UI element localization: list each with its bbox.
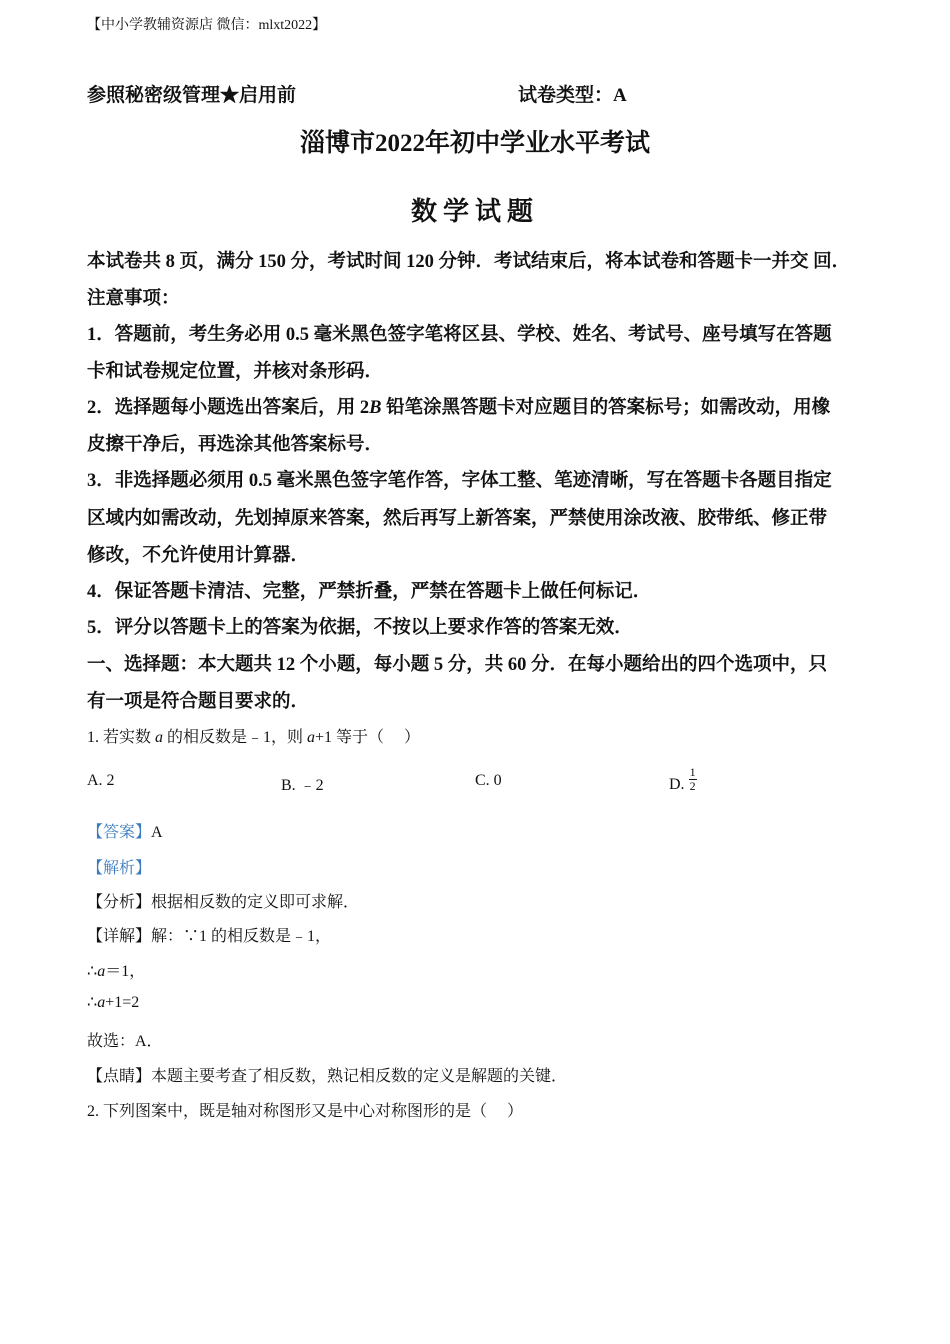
- fraction-denominator: 2: [689, 779, 696, 793]
- comment-text: 【点睛】本题主要考查了相反数，熟记相反数的定义是解题的关键．: [87, 1068, 568, 1085]
- detail-text: 【详解】解：∵1 的相反数是﹣1，: [87, 928, 332, 945]
- intro-text: 本试卷共 8 页，满分 150 分，考试时间 120 分钟．考试结束后，将本试卷和答题卡一并交 回．: [87, 252, 851, 272]
- section-1-line-1: 一、选择题：本大题共 12 个小题，每小题 5 分，共 60 分．在每小题给出的四个选项中，只: [87, 655, 828, 675]
- option-d-label: D.: [669, 776, 685, 794]
- choose-text: 故选：A．: [87, 1033, 163, 1050]
- notice-1-line-2: 卡和试卷规定位置，并核对条形码．: [87, 362, 384, 382]
- step-1-var: a: [97, 963, 106, 980]
- step-1: [87, 958, 145, 981]
- option-a: A. 2: [87, 772, 115, 789]
- fraction-one-half: [689, 766, 697, 793]
- page-title: 淄博市2022年初中学业水平考试: [299, 130, 650, 157]
- option-c: C. 0: [475, 772, 502, 789]
- q1-var: a: [155, 729, 164, 746]
- step-2-var: a: [97, 994, 106, 1011]
- notice-3-line-2: 区域内如需改动，先划掉原来答案，然后再写上新答案，严禁使用涂改液、胶带纸、修正带: [87, 509, 828, 529]
- paper-type-label: 试卷类型：A: [518, 85, 627, 106]
- notice-2-line-2: 皮擦干净后，再选涂其他答案标号．: [87, 435, 384, 455]
- notice-5: 5．评分以答题卡上的答案为依据，不按以上要求作答的答案无效．: [87, 618, 633, 638]
- option-b: B. ﹣2: [281, 777, 324, 794]
- fraction-numerator: 1: [689, 765, 696, 779]
- q1-mid: 的相反数是﹣1，则: [163, 729, 308, 746]
- option-d: [669, 765, 697, 799]
- notice-2-post: 铅笔涂黑答题卡对应题目的答案标号；如需改动，用橡: [381, 398, 831, 418]
- q1-pre: 1. 若实数: [87, 729, 156, 746]
- notice-2-pre: 2．选择题每小题选出答案后，用 2: [87, 398, 370, 418]
- answer-tag: 【答案】: [87, 824, 152, 841]
- question-1-stem: [87, 724, 420, 747]
- notice-3-line-1: 3．非选择题必须用 0.5 毫米黑色签字笔作答，字体工整、笔迹清晰，写在答题卡各题目指定: [87, 471, 832, 491]
- notice-3-line-3: 修改，不允许使用计算器．: [87, 546, 310, 566]
- question-2-stem: 2. 下列图案中，既是轴对称图形又是中心对称图形的是（ ）: [87, 1103, 524, 1120]
- page-subtitle: 数学试题: [410, 197, 539, 226]
- step-1-post: ＝1，: [105, 963, 146, 980]
- q1-post: +1 等于（ ）: [315, 729, 421, 746]
- notice-2-line-1: [87, 393, 830, 419]
- watermark-text: 【中小学教辅资源店 微信：mlxt2022】: [87, 18, 327, 33]
- notice-4: 4．保证答题卡清洁、完整，严禁折叠，严禁在答题卡上做任何标记．: [87, 582, 652, 602]
- notice-title: 注意事项：: [87, 289, 180, 309]
- secrecy-label: 参照秘密级管理★启用前: [87, 85, 297, 106]
- section-1-line-2: 有一项是符合题目要求的．: [87, 692, 310, 712]
- step-2-pre: ∴: [87, 994, 98, 1011]
- analysis-text: 【分析】根据相反数的定义即可求解．: [87, 894, 360, 911]
- notice-1-line-1: 1．答题前，考生务必用 0.5 毫米黑色签字笔将区县、学校、姓名、考试号、座号填写在答题: [87, 325, 832, 345]
- notice-2-italic-b: B: [369, 398, 382, 418]
- answer-line: [87, 819, 163, 842]
- q1-var2: a: [307, 729, 316, 746]
- step-2-post: +1=2: [105, 994, 140, 1011]
- step-1-pre: ∴: [87, 963, 98, 980]
- answer-value: A: [151, 824, 163, 841]
- analysis-tag: 【解析】: [87, 860, 152, 877]
- step-2: [87, 992, 139, 1012]
